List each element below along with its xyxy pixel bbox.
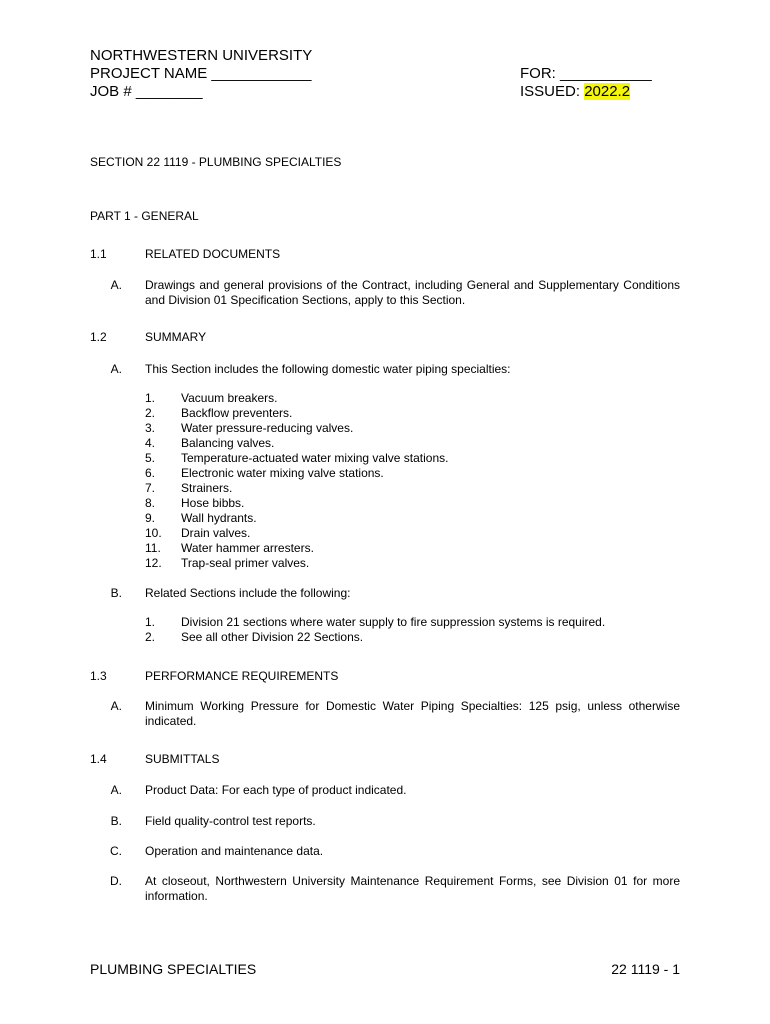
list-item-text: Water pressure-reducing valves. xyxy=(181,421,354,435)
article-title: RELATED DOCUMENTS xyxy=(145,247,281,261)
list-item-text: Drain valves. xyxy=(181,526,251,540)
issued-label: ISSUED: xyxy=(520,83,585,100)
article-title: PERFORMANCE REQUIREMENTS xyxy=(145,669,339,683)
article-number: 1.3 xyxy=(90,669,107,683)
paragraph-letter: C. xyxy=(110,844,122,858)
list-item-number: 1. xyxy=(145,615,156,629)
project-name-line: PROJECT NAME ____________ xyxy=(90,65,312,82)
list-item-text: Water hammer arresters. xyxy=(181,541,314,555)
article-number: 1.1 xyxy=(90,247,107,261)
section-title: SECTION 22 1119 - PLUMBING SPECIALTIES xyxy=(90,155,342,169)
paragraph-text: At closeout, Northwestern University Maintenance Requirement Forms, see Division 01 for more information. xyxy=(145,874,680,903)
list-item-text: See all other Division 22 Sections. xyxy=(181,630,364,644)
list-item-number: 12. xyxy=(145,556,162,570)
list-item-number: 10. xyxy=(145,526,162,540)
issued-line xyxy=(520,83,652,101)
paragraph-text: Operation and maintenance data. xyxy=(145,844,324,858)
university-name: NORTHWESTERN UNIVERSITY xyxy=(90,47,313,64)
header-right xyxy=(520,65,652,101)
footer-section-name: PLUMBING SPECIALTIES xyxy=(90,961,257,977)
paragraph-text: This Section includes the following domestic water piping specialties: xyxy=(145,362,511,376)
list-item-text: Backflow preventers. xyxy=(181,406,293,420)
paragraph-letter: A. xyxy=(110,278,122,292)
paragraph-text: Drawings and general provisions of the Contract, including General and Supplementary Conditions and Division 01 Specification Sections, apply to this Section. xyxy=(145,278,680,307)
paragraph-letter: A. xyxy=(110,783,122,797)
list-item-text: Trap-seal primer valves. xyxy=(181,556,310,570)
list-item-number: 3. xyxy=(145,421,156,435)
list-item-text: Division 21 sections where water supply to fire suppression systems is required. xyxy=(181,615,606,629)
part-title: PART 1 - GENERAL xyxy=(90,209,199,223)
footer-page-number: 22 1119 - 1 xyxy=(611,961,680,977)
list-item-number: 5. xyxy=(145,451,156,465)
header-left xyxy=(90,47,312,101)
paragraph-text: Product Data: For each type of product indicated. xyxy=(145,783,407,797)
job-number-line: JOB # ________ xyxy=(90,83,203,100)
list-item-text: Wall hydrants. xyxy=(181,511,257,525)
list-item-number: 2. xyxy=(145,630,156,644)
list-item-number: 7. xyxy=(145,481,156,495)
list-item-number: 8. xyxy=(145,496,156,510)
paragraph-text: Field quality-control test reports. xyxy=(145,814,316,828)
paragraph-text: Related Sections include the following: xyxy=(145,586,351,600)
list-item-text: Vacuum breakers. xyxy=(181,391,278,405)
list-item-text: Hose bibbs. xyxy=(181,496,245,510)
paragraph-letter: A. xyxy=(110,699,122,713)
paragraph-letter: D. xyxy=(110,874,122,888)
list-item-number: 1. xyxy=(145,391,156,405)
for-line: FOR: ___________ xyxy=(520,65,652,82)
article-title: SUBMITTALS xyxy=(145,752,220,766)
paragraph-letter: B. xyxy=(110,814,122,828)
list-item-text: Temperature-actuated water mixing valve stations. xyxy=(181,451,449,465)
paragraph-text: Minimum Working Pressure for Domestic Water Piping Specialties: 125 psig, unless otherwise indicated. xyxy=(145,699,680,728)
article-number: 1.2 xyxy=(90,330,107,344)
list-item-text: Balancing valves. xyxy=(181,436,275,450)
issued-value: 2022.2 xyxy=(584,83,631,100)
list-item-number: 2. xyxy=(145,406,156,420)
list-item-number: 4. xyxy=(145,436,156,450)
paragraph-letter: B. xyxy=(110,586,122,600)
list-item-text: Strainers. xyxy=(181,481,233,495)
paragraph-letter: A. xyxy=(110,362,122,376)
article-number: 1.4 xyxy=(90,752,107,766)
list-item-text: Electronic water mixing valve stations. xyxy=(181,466,384,480)
list-item-number: 11. xyxy=(145,541,161,555)
list-item-number: 9. xyxy=(145,511,156,525)
article-title: SUMMARY xyxy=(145,330,207,344)
list-item-number: 6. xyxy=(145,466,156,480)
